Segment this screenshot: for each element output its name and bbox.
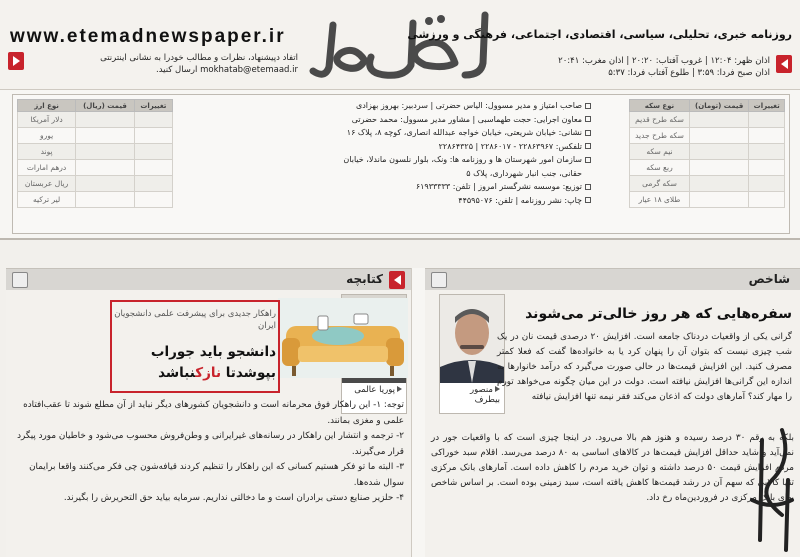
table-row: پوند <box>18 144 173 160</box>
prayer-times-block <box>512 55 792 79</box>
table-header: تغییرات <box>749 100 785 112</box>
contact-email[interactable]: mokhatab@etemaad.ir ارسال کنید. <box>156 65 298 75</box>
sofa-illustration <box>278 298 408 378</box>
etemad-logo <box>305 5 505 85</box>
article-body: گرانی یکی از واقعیات دردناک جامعه است. افزایش ۲۰ درصدی قیمت نان در یک شب چیزی نیست که بتوان آن را پنهان کرد یا به خانواده‌ها گفت که فعلا کمتر مصرف کنید. این افزایش قیمت‌ها در حالی صورت می‌گیرد که درآمد خانوارها به اندازه این گرانی‌ها افزایش نیافته است. دولت در این میان چگونه می‌خواهد تورم را مهار کند؟ آمارهای دولت که اذعان می‌کند فقر نیمه تنها افزایش نیافته <box>497 332 792 402</box>
table-row: ریال عربستان <box>18 176 173 192</box>
table-row: سکه گرمی <box>630 176 785 192</box>
table-row: درهم امارات <box>18 160 173 176</box>
section-band <box>6 268 411 290</box>
contact-block <box>8 52 298 76</box>
table-row: لیر ترکیه <box>18 192 173 208</box>
author-name: منصور بیطرف <box>470 385 500 405</box>
table-header: تغییرات <box>134 100 172 112</box>
arrow-icon <box>8 52 24 70</box>
table-header: قیمت (تومان) <box>689 100 748 112</box>
masthead <box>0 0 800 90</box>
table-header: نوع ارز <box>18 100 76 112</box>
article-headline[interactable]: دانشجو باید جوراب بپوشدتا نازکنباشد <box>150 344 276 381</box>
author-card <box>439 294 505 414</box>
prayer-times-line: اذان صبح فردا: ۳:۵۹ | طلوع آفتاب فردا: ۵:۳۷ <box>608 68 770 78</box>
photo-watermark-icon <box>742 420 800 557</box>
table-row: دلار آمریکا <box>18 112 173 128</box>
tagline: روزنامه خبری، تحلیلی، سیاسی، اقتصادی، اجتماعی، فرهنگی و ورزشی <box>407 28 792 41</box>
arrow-icon <box>389 271 405 289</box>
staff-row: صاحب امتیاز و مدیر مسوول: الیاس حضرتی | سردبیر: بهروز بهزادی <box>181 99 591 113</box>
table-row: سکه طرح جدید <box>630 128 785 144</box>
article-kicker: راهکار جدیدی برای پیشرفت علمی دانشجویان ایران <box>114 309 276 331</box>
author-name: پوریا عالمی <box>342 383 406 397</box>
table-header: قیمت (ریال) <box>76 100 135 112</box>
table-row: سکه طرح قدیم <box>630 112 785 128</box>
contact-line: اتفاد دپیشنهاد، نظرات و مطالب خودرا به نشانی اینترنتی <box>100 53 298 63</box>
staff-row: توزیع: موسسه نشرگستر امروز | تلفن: ۶۱۹۳۳۳۳۳ <box>181 180 591 194</box>
prayer-times <box>512 55 770 79</box>
logo-calligraphy-icon <box>305 5 505 85</box>
staff-row: حقانی، جنب انبار شهرداری، پلاک ۵ <box>466 168 582 178</box>
article-body <box>12 398 404 507</box>
table-row: ربع سکه <box>630 160 785 176</box>
section-label: کتابچه <box>346 272 383 286</box>
body-paragraph: توجه: ۱- این راهکار فوق محرمانه است و دانشجویان کشورهای دیگر نباید از آن مطلع شوند تا عقب‌افتاده علمی و مغزی بمانند. <box>23 400 404 426</box>
prayer-times-line: اذان ظهر: ۱۲:۰۴ | غروب آفتاب: ۲۰:۲۰ | اذان مغرب: ۲۰:۴۱ <box>558 56 770 66</box>
author-photo <box>440 295 504 383</box>
left-article <box>6 268 411 557</box>
info-frame <box>12 94 790 234</box>
body-paragraph: ۲- ترجمه و انتشار این راهکار در رسانه‌های غیرایرانی و وطن‌فروش محسوب می‌شود و خاطیان مورد پیگرد قرار می‌گیرند. <box>17 431 404 457</box>
section-logo-icon <box>12 272 28 288</box>
staff-row: تلفکس: ۲۲۸۶۳۹۶۷ - ۲۲۸۶۰۱۷ | ۲۲۸۶۴۳۲۵ <box>181 140 591 154</box>
arrow-icon <box>776 55 792 73</box>
body-paragraph: ۳- البته ما تو فکر هستیم کسانی که این راهکار را تنظیم کردند قیافه‌شون چی فکر می‌کنند واقعا برایمان سوال شده‌ها. <box>29 462 404 488</box>
staff-credits <box>181 99 591 207</box>
table-row: طلای ۱۸ عیار <box>630 192 785 208</box>
contact-text <box>30 52 298 76</box>
currency-table <box>17 99 173 208</box>
section-label: شاخص <box>748 272 790 286</box>
coin-table <box>629 99 785 208</box>
newspaper-url[interactable]: www.etemadnewspaper.ir <box>10 26 286 47</box>
staff-row: سازمان امور شهرستان ها و روزنامه ها: ونک، بلوار نلسون ماندلا، خیابان <box>181 153 591 167</box>
staff-row: نشانی: خیابان شریعتی، خیابان خواجه عبدالله انصاری، کوچه ۸، پلاک ۱۶ <box>181 126 591 140</box>
staff-row: چاپ: نشر روزنامه | تلفن: ۴۴۵۹۵۰۷۶ <box>181 194 591 208</box>
table-row: نیم سکه <box>630 144 785 160</box>
article-headline[interactable]: سفره‌هایی که هر روز خالی‌تر می‌شوند <box>525 306 792 322</box>
table-header: نوع سکه <box>630 100 690 112</box>
column-gutter <box>411 268 425 557</box>
section-logo-icon <box>431 272 447 288</box>
staff-row: معاون اجرایی: حجت طهماسبی | مشاور مدیر مسوول: محمد حضرتی <box>181 113 591 127</box>
info-strip <box>0 90 800 240</box>
table-row: یورو <box>18 128 173 144</box>
section-band <box>425 268 800 290</box>
body-paragraph: ۴- حلزیر صنایع دستی برادران است و ما دخالتی نداریم. سرمایه بیاید حق التحریرش را بگیرند. <box>63 493 404 503</box>
article-body-continued: بلکه به رقم ۳۰ درصد رسیده و هنوز هم بالا می‌رود. در اینجا چیزی است که با واقعیات جور در نمی‌آید و شاید حداقل افزایش قیمت‌ها در کالاهای اساسی به ۸۰ درصد می‌رسد. اقلام سبد خوراکی مردم افزایش قیمت ۵۰ درصد داشته و توان خرید مردم را کاهش داده است. آمارهای بانک مرکزی تنها کالایی که سهم آن در رشد قیمت‌ها کاهش یافته است، سبد زمینی بوده است. بر اساس شاخص بهای بانک مرکزی در فروردین‌ماه رخ داد. <box>431 433 795 503</box>
